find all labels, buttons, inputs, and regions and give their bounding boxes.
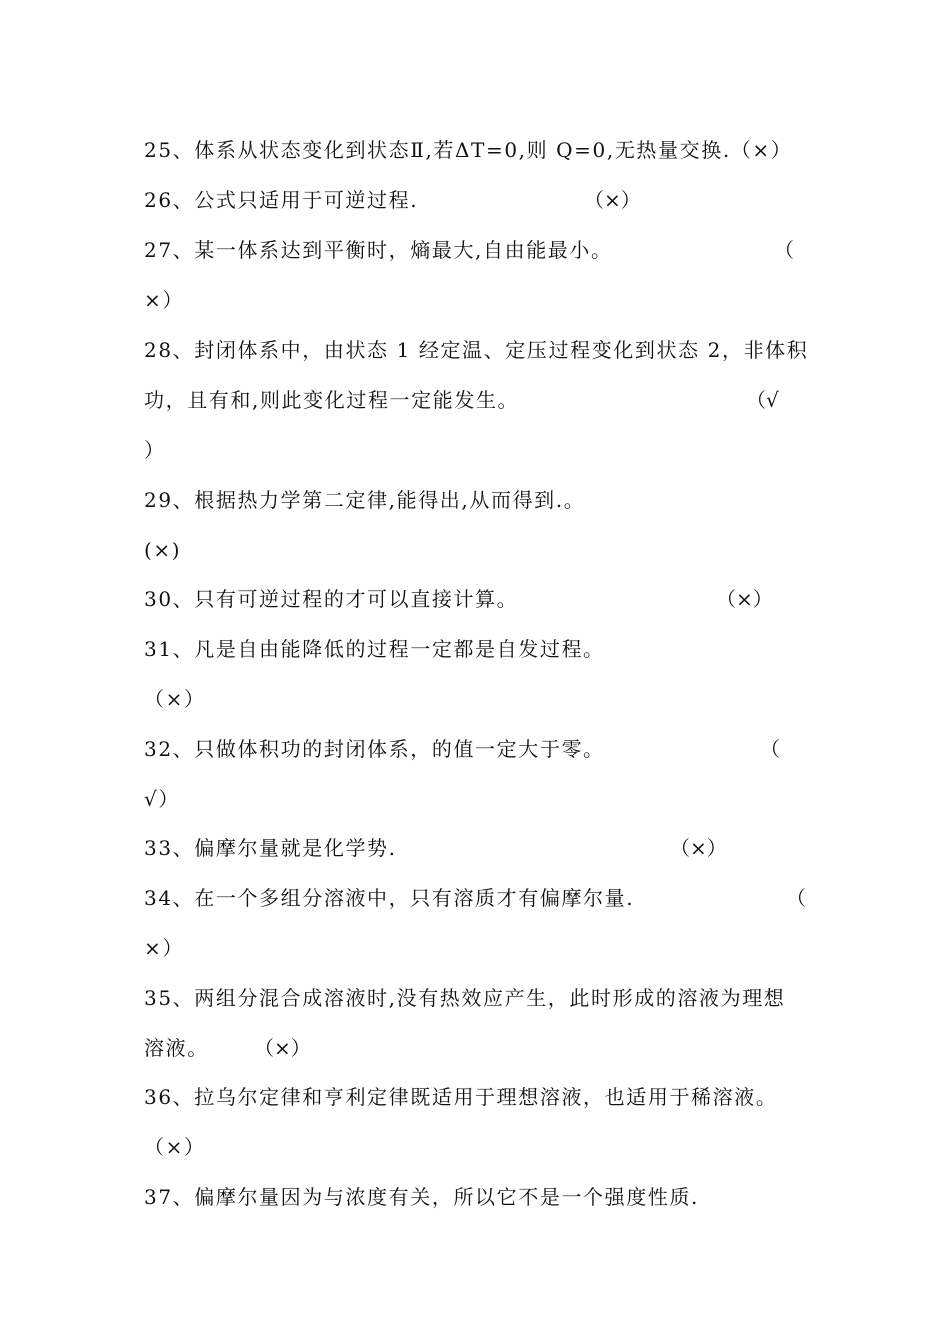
item-29-answer: (×) <box>144 538 182 562</box>
item-28-continued: 功，且有和,则此变化过程一定能发生。 <box>144 388 520 412</box>
item-34-answer: ×） <box>144 936 184 960</box>
item-28: 28、封闭体系中，由状态 1 经定温、定压过程变化到状态 2，非体积 <box>144 338 809 362</box>
item-31-answer: （×） <box>144 687 206 711</box>
item-35-continued: 溶液。 <box>144 1036 209 1060</box>
item-30-answer: （×） <box>716 587 773 611</box>
item-35-answer: （×） <box>254 1036 311 1060</box>
item-34-answer-open: （ <box>786 886 806 910</box>
item-27-answer: ×） <box>144 288 184 312</box>
item-35: 35、两组分混合成溶液时,没有热效应产生，此时形成的溶液为理想 <box>144 986 786 1010</box>
item-32-answer-open: （ <box>760 737 780 761</box>
item-37: 37、偏摩尔量因为与浓度有关，所以它不是一个强度性质. <box>144 1185 700 1209</box>
item-26-answer: （×） <box>584 188 641 212</box>
item-32: 32、只做体积功的封闭体系，的值一定大于零。 <box>144 737 605 761</box>
item-30: 30、只有可逆过程的才可以直接计算。 <box>144 587 519 611</box>
item-26: 26、公式只适用于可逆过程. <box>144 188 419 212</box>
item-34: 34、在一个多组分溶液中，只有溶质才有偏摩尔量. <box>144 886 635 910</box>
item-25: 25、体系从状态变化到状态Ⅱ,若ΔT=0,则 Q=0,无热量交换.（×） <box>144 138 793 162</box>
item-32-answer: √） <box>144 787 180 811</box>
item-29: 29、根据热力学第二定律,能得出,从而得到.。 <box>144 488 586 512</box>
item-27: 27、某一体系达到平衡时，熵最大,自由能最小。 <box>144 238 613 262</box>
item-31: 31、凡是自由能降低的过程一定都是自发过程。 <box>144 637 605 661</box>
item-27-answer-open: （ <box>774 238 794 262</box>
item-33-answer: （×） <box>670 836 727 860</box>
item-28-answer-close: ） <box>144 438 166 462</box>
item-36: 36、拉乌尔定律和亨利定律既适用于理想溶液，也适用于稀溶液。 <box>144 1085 778 1109</box>
item-33: 33、偏摩尔量就是化学势. <box>144 836 397 860</box>
item-28-answer-open: （√ <box>746 388 779 412</box>
item-36-answer: （×） <box>144 1135 206 1159</box>
